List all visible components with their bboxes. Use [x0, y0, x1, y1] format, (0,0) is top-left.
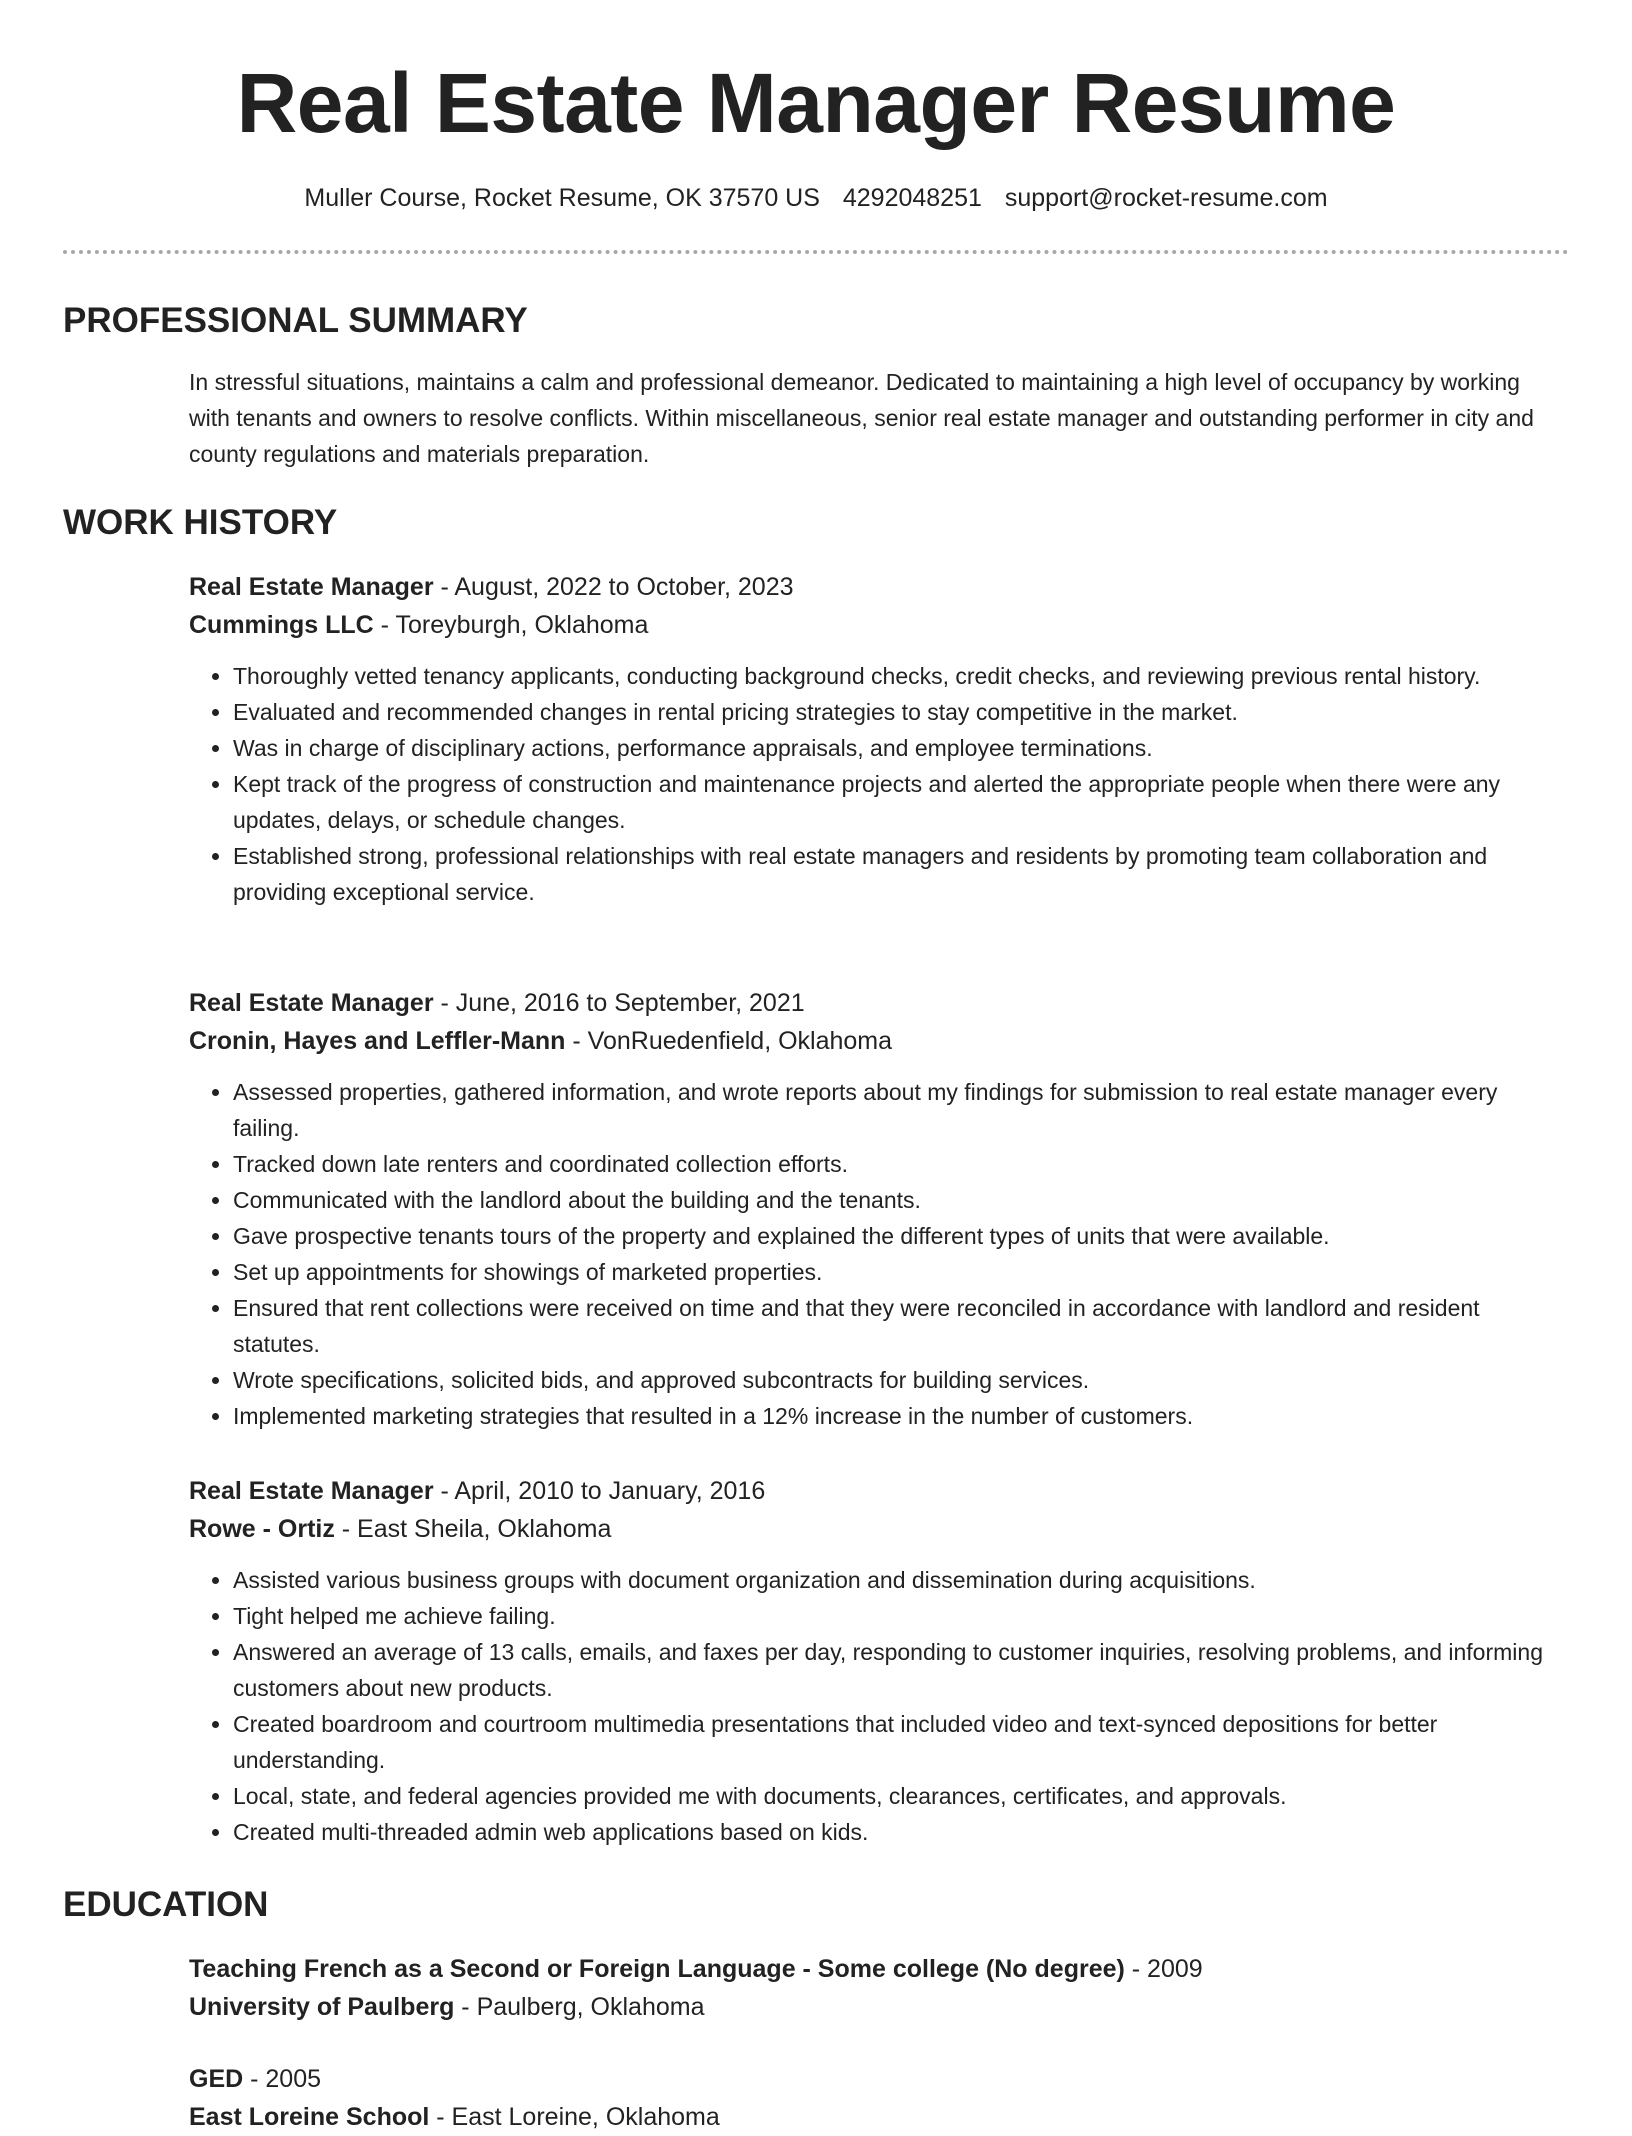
job-bullet: • Was in charge of disciplinary actions, performance appraisals, and employee terminations. — [233, 730, 1569, 766]
job-company: Cummings LLC — [189, 611, 374, 639]
job-bullet: • Thoroughly vetted tenancy applicants, conducting background checks, credit checks, and reviewing previous rental history. — [233, 658, 1569, 694]
job-bullet: • Assisted various business groups with document organization and dissemination during acquisitions. — [233, 1562, 1569, 1598]
job-bullet: • Kept track of the progress of construction and maintenance projects and alerted the appropriate people when there were any updates, delays, or schedule changes. — [233, 766, 1569, 838]
job-bullet: • Tight helped me achieve failing. — [233, 1598, 1569, 1634]
job-bullet: • Local, state, and federal agencies provided me with documents, clearances, certificates, and approvals. — [233, 1778, 1569, 1814]
job-company-line — [189, 606, 1569, 644]
education-school: East Loreine School — [189, 2103, 430, 2131]
contact-email[interactable]: support@rocket-resume.com — [1004, 184, 1328, 212]
job-location: - Toreyburgh, Oklahoma — [373, 611, 649, 639]
job-bullet: • Communicated with the landlord about the building and the tenants. — [233, 1182, 1569, 1218]
education-entry — [189, 1950, 1569, 2026]
contact-line — [0, 180, 1632, 216]
education-year: - 2009 — [1124, 1955, 1203, 1983]
job-location: - VonRuedenfield, Oklahoma — [565, 1027, 893, 1055]
job-bullets — [189, 1562, 1569, 1850]
job-bullet: • Gave prospective tenants tours of the property and explained the different types of units that were available. — [233, 1218, 1569, 1254]
education-location: - Paulberg, Oklahoma — [454, 1993, 705, 2021]
job-bullet: • Answered an average of 13 calls, emails, and faxes per day, responding to customer inquiries, resolving problems, and informing customers about new products. — [233, 1634, 1569, 1706]
job-bullet: • Set up appointments for showings of marketed properties. — [233, 1254, 1569, 1290]
education-school: University of Paulberg — [189, 1993, 455, 2021]
job-dates: - April, 2010 to January, 2016 — [433, 1477, 766, 1505]
summary-text: In stressful situations, maintains a calm and professional demeanor. Dedicated to maintaining a high level of occupancy by working with tenants and owners to resolve conflicts. Within miscellaneous, senior real estate manager and outstanding performer in city and county regulations and materials preparation. — [189, 369, 1534, 467]
contact-phone: 4292048251 — [842, 184, 982, 212]
job-entry — [189, 568, 1569, 910]
job-entry — [189, 984, 1569, 1434]
job-location: - East Sheila, Oklahoma — [334, 1515, 612, 1543]
education-entry — [189, 2060, 1569, 2136]
education-school-line — [189, 2098, 1569, 2136]
job-bullet: • Created multi-threaded admin web applications based on kids. — [233, 1814, 1569, 1850]
education-year: - 2005 — [243, 2065, 322, 2093]
job-bullets — [189, 658, 1569, 910]
job-company-line — [189, 1510, 1569, 1548]
job-company-line — [189, 1022, 1569, 1060]
education-degree-line — [189, 1950, 1569, 1988]
summary-heading: PROFESSIONAL SUMMARY — [63, 301, 528, 340]
job-title-line — [189, 984, 1569, 1022]
job-bullet: • Evaluated and recommended changes in rental pricing strategies to stay competitive in the market. — [233, 694, 1569, 730]
job-title-line — [189, 1472, 1569, 1510]
education-school-line — [189, 1988, 1569, 2026]
job-title: Real Estate Manager — [189, 989, 434, 1017]
education-degree: Teaching French as a Second or Foreign Language - Some college (No degree) — [189, 1955, 1125, 1983]
job-bullet: • Tracked down late renters and coordinated collection efforts. — [233, 1146, 1569, 1182]
job-dates: - August, 2022 to October, 2023 — [433, 573, 794, 601]
job-bullet: • Implemented marketing strategies that resulted in a 12% increase in the number of customers. — [233, 1398, 1569, 1434]
education-heading: EDUCATION — [63, 1885, 269, 1924]
job-company: Rowe - Ortiz — [189, 1515, 335, 1543]
job-dates: - June, 2016 to September, 2021 — [433, 989, 805, 1017]
contact-address: Muller Course, Rocket Resume, OK 37570 US — [304, 184, 820, 212]
job-title: Real Estate Manager — [189, 573, 434, 601]
job-bullet: • Ensured that rent collections were received on time and that they were reconciled in accordance with landlord and resident statutes. — [233, 1290, 1569, 1362]
job-bullet: • Established strong, professional relationships with real estate managers and residents by promoting team collaboration and providing exceptional service. — [233, 838, 1569, 910]
education-degree-line — [189, 2060, 1569, 2098]
work-history-heading: WORK HISTORY — [63, 503, 338, 542]
resume-title: Real Estate Manager Resume — [236, 56, 1396, 150]
job-bullet: • Wrote specifications, solicited bids, and approved subcontracts for building services. — [233, 1362, 1569, 1398]
education-degree: GED — [189, 2065, 244, 2093]
job-bullet: • Created boardroom and courtroom multimedia presentations that included video and text-synced depositions for better understanding. — [233, 1706, 1569, 1778]
job-title-line — [189, 568, 1569, 606]
job-title: Real Estate Manager — [189, 1477, 434, 1505]
education-location: - East Loreine, Oklahoma — [429, 2103, 720, 2131]
job-entry — [189, 1472, 1569, 1850]
job-bullet: • Assessed properties, gathered information, and wrote reports about my findings for submission to real estate manager every failing. — [233, 1074, 1569, 1146]
job-company: Cronin, Hayes and Leffler-Mann — [189, 1027, 566, 1055]
header-divider — [63, 250, 1569, 254]
job-bullets — [189, 1074, 1569, 1434]
